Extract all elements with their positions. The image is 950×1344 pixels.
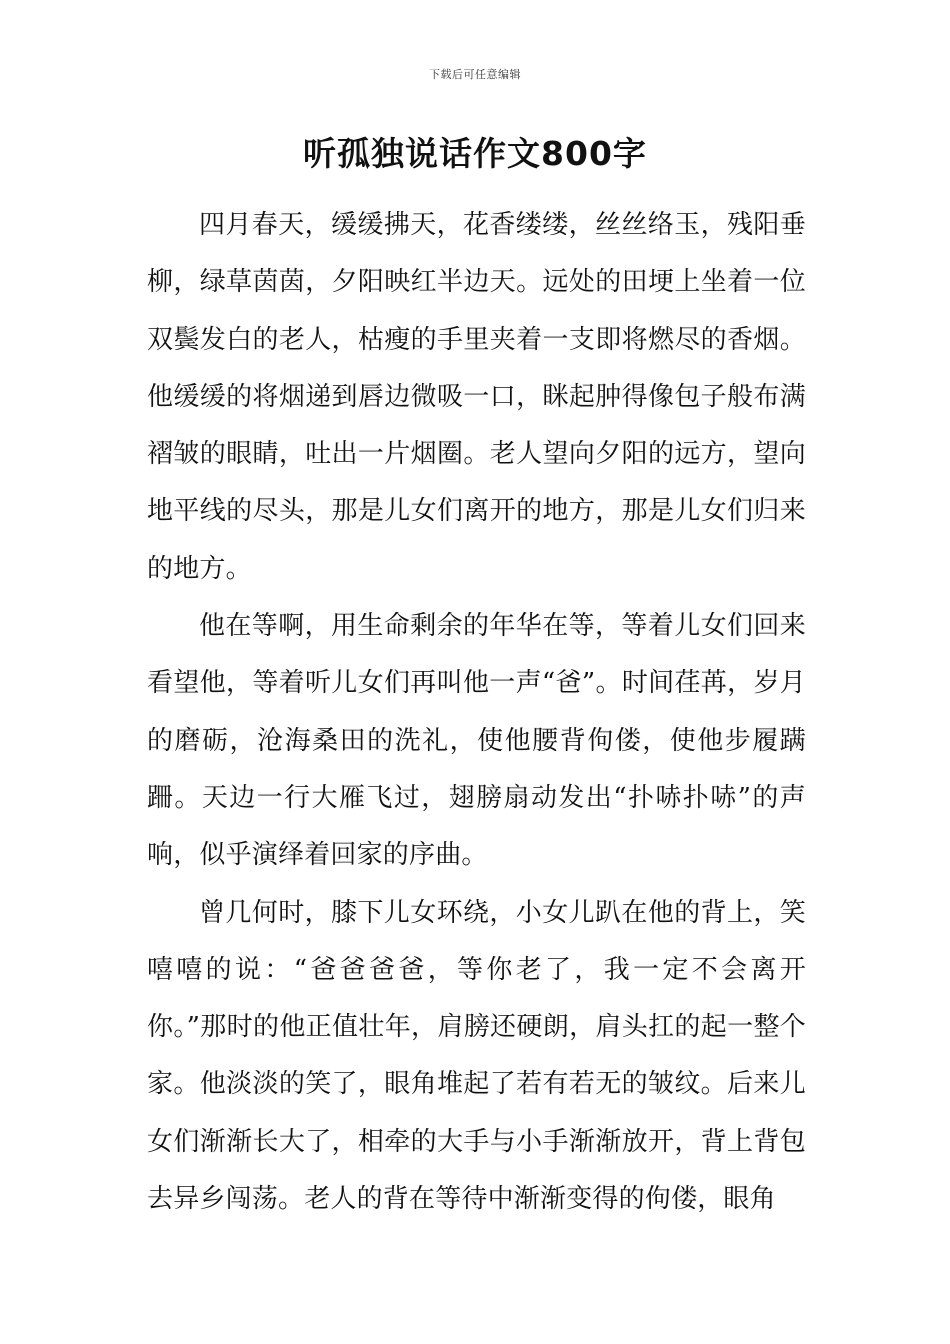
paragraph-2: 他在等啊，用生命剩余的年华在等，等着儿女们回来看望他，等着听儿女们再叫他一声“爸”。时间荏苒，岁月的磨砺，沧海桑田的洗礼，使他腰背佝偻，使他步履蹒跚。天边一行大雁飞过，翅膀扇动发出“扑哧扑哧”的声响，似乎演绎着回家的序曲。 bbox=[147, 611, 806, 871]
paragraph-1: 四月春天，缓缓拂天，花香缕缕，丝丝络玉，残阳垂柳，绿草茵茵，夕阳映红半边天。远处的田埂上坐着一位双鬓发白的老人，枯瘦的手里夹着一支即将燃尽的香烟。他缓缓的将烟递到唇边微吸一口，眯起肿得像包子般布满褶皱的眼睛，吐出一片烟圈。老人望向夕阳的远方，望向地平线的尽头，那是儿女们离开的地方，那是儿女们归来的地方。 bbox=[147, 210, 806, 584]
document-body bbox=[147, 197, 806, 1228]
header-note: 下载后可任意编辑 bbox=[429, 68, 521, 81]
paragraph-3: 曾几何时，膝下儿女环绕，小女儿趴在他的背上，笑嘻嘻的说：“爸爸爸爸，等你老了，我一定不会离开你。”那时的他正值壮年，肩膀还硬朗，肩头扛的起一整个家。他淡淡的笑了，眼角堆起了若有若无的皱纹。后来儿女们渐渐长大了，相牵的大手与小手渐渐放开，背上背包去异乡闯荡。老人的背在等待中渐渐变得的佝偻，眼角 bbox=[147, 897, 806, 1215]
document-title: 听孤独说话作文800字 bbox=[303, 134, 647, 173]
